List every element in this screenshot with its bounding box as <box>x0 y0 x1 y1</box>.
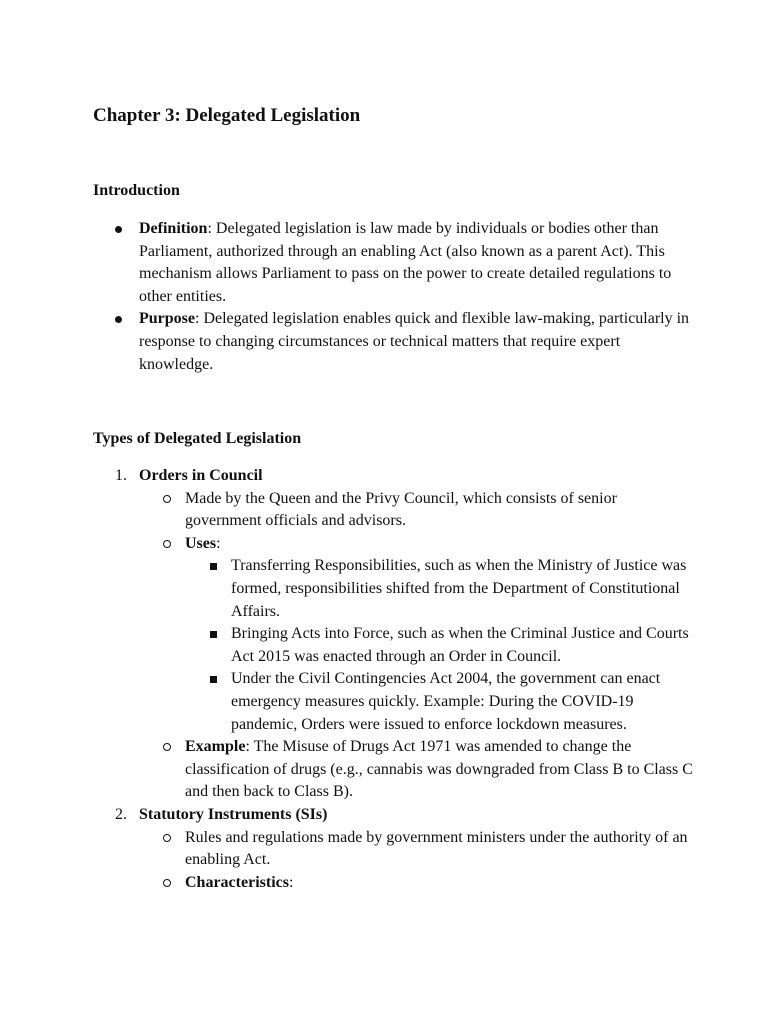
example-text: : The Misuse of Drugs Act 1971 was amended to change the classification of drugs (e.g., cannabis was downgraded from Class B to Class C and then back to Class B). <box>185 738 693 801</box>
bullet-dot-icon <box>115 226 122 233</box>
square-bullet-icon <box>210 563 217 570</box>
list-item <box>139 827 693 872</box>
type-item-orders-in-council <box>93 465 693 804</box>
square-bullet-icon <box>210 631 217 638</box>
list-item-characteristics <box>139 872 693 895</box>
characteristics-colon: : <box>288 873 294 891</box>
item-text: Bringing Acts into Force, such as when the Criminal Justice and Courts Act 2015 was enacted through an Order in Council. <box>231 625 689 665</box>
introduction-list <box>93 218 693 376</box>
statutory-sublist <box>139 827 693 895</box>
chapter-title: Chapter 3: Delegated Legislation <box>93 105 361 126</box>
item-text: Rules and regulations made by government ministers under the authority of an enabling Act. <box>185 828 688 869</box>
hollow-circle-icon <box>163 540 171 548</box>
item-text: Made by the Queen and the Privy Council, which consists of senior government officials and advisors. <box>185 489 617 530</box>
square-bullet-icon <box>210 676 217 683</box>
list-item <box>185 623 693 668</box>
list-item <box>139 488 693 533</box>
hollow-circle-icon <box>163 743 171 751</box>
purpose-term: Purpose <box>139 310 195 328</box>
uses-sublist <box>185 555 693 736</box>
definition-term: Definition <box>139 220 208 237</box>
list-item-definition <box>93 218 693 308</box>
list-item-purpose <box>93 308 693 376</box>
uses-colon: : <box>216 534 221 552</box>
orders-sublist <box>139 488 693 804</box>
list-item-example <box>139 736 693 804</box>
hollow-circle-icon <box>163 879 171 887</box>
list-item <box>185 555 693 623</box>
hollow-circle-icon <box>163 495 171 503</box>
type-item-statutory-instruments <box>93 804 693 894</box>
item-number: 1. <box>115 467 127 484</box>
item-number: 2. <box>115 805 127 823</box>
type-title: Orders in Council <box>139 467 263 484</box>
item-text: Under the Civil Contingencies Act 2004, the government can enact emergency measures quickly. Example: During the COVID-19 pandemic, Orders were issued to enforce lockdown measures. <box>231 670 661 733</box>
uses-term: Uses <box>185 534 217 552</box>
definition-text: : Delegated legislation is law made by individuals or bodies other than Parliament, authorized through an enabling Act (also known as a parent Act). This mechanism allows Parliament to pass on the power to create detailed regulations to other entities. <box>139 220 672 305</box>
characteristics-term: Characteristics <box>185 873 289 891</box>
item-text: Transferring Responsibilities, such as when the Ministry of Justice was formed, responsibilities shifted from the Department of Constitutional Affairs. <box>231 557 687 620</box>
purpose-text: : Delegated legislation enables quick and flexible law-making, particularly in response to changing circumstances or technical matters that require expert knowledge. <box>139 310 690 373</box>
list-item-uses <box>139 533 693 736</box>
types-heading: Types of Delegated Legislation <box>93 430 302 447</box>
bullet-dot-icon <box>115 316 122 323</box>
hollow-circle-icon <box>163 834 171 842</box>
introduction-heading: Introduction <box>93 182 180 199</box>
list-item <box>185 668 693 736</box>
type-title: Statutory Instruments (SIs) <box>139 805 328 823</box>
example-term: Example <box>185 738 246 756</box>
types-list <box>93 465 693 894</box>
